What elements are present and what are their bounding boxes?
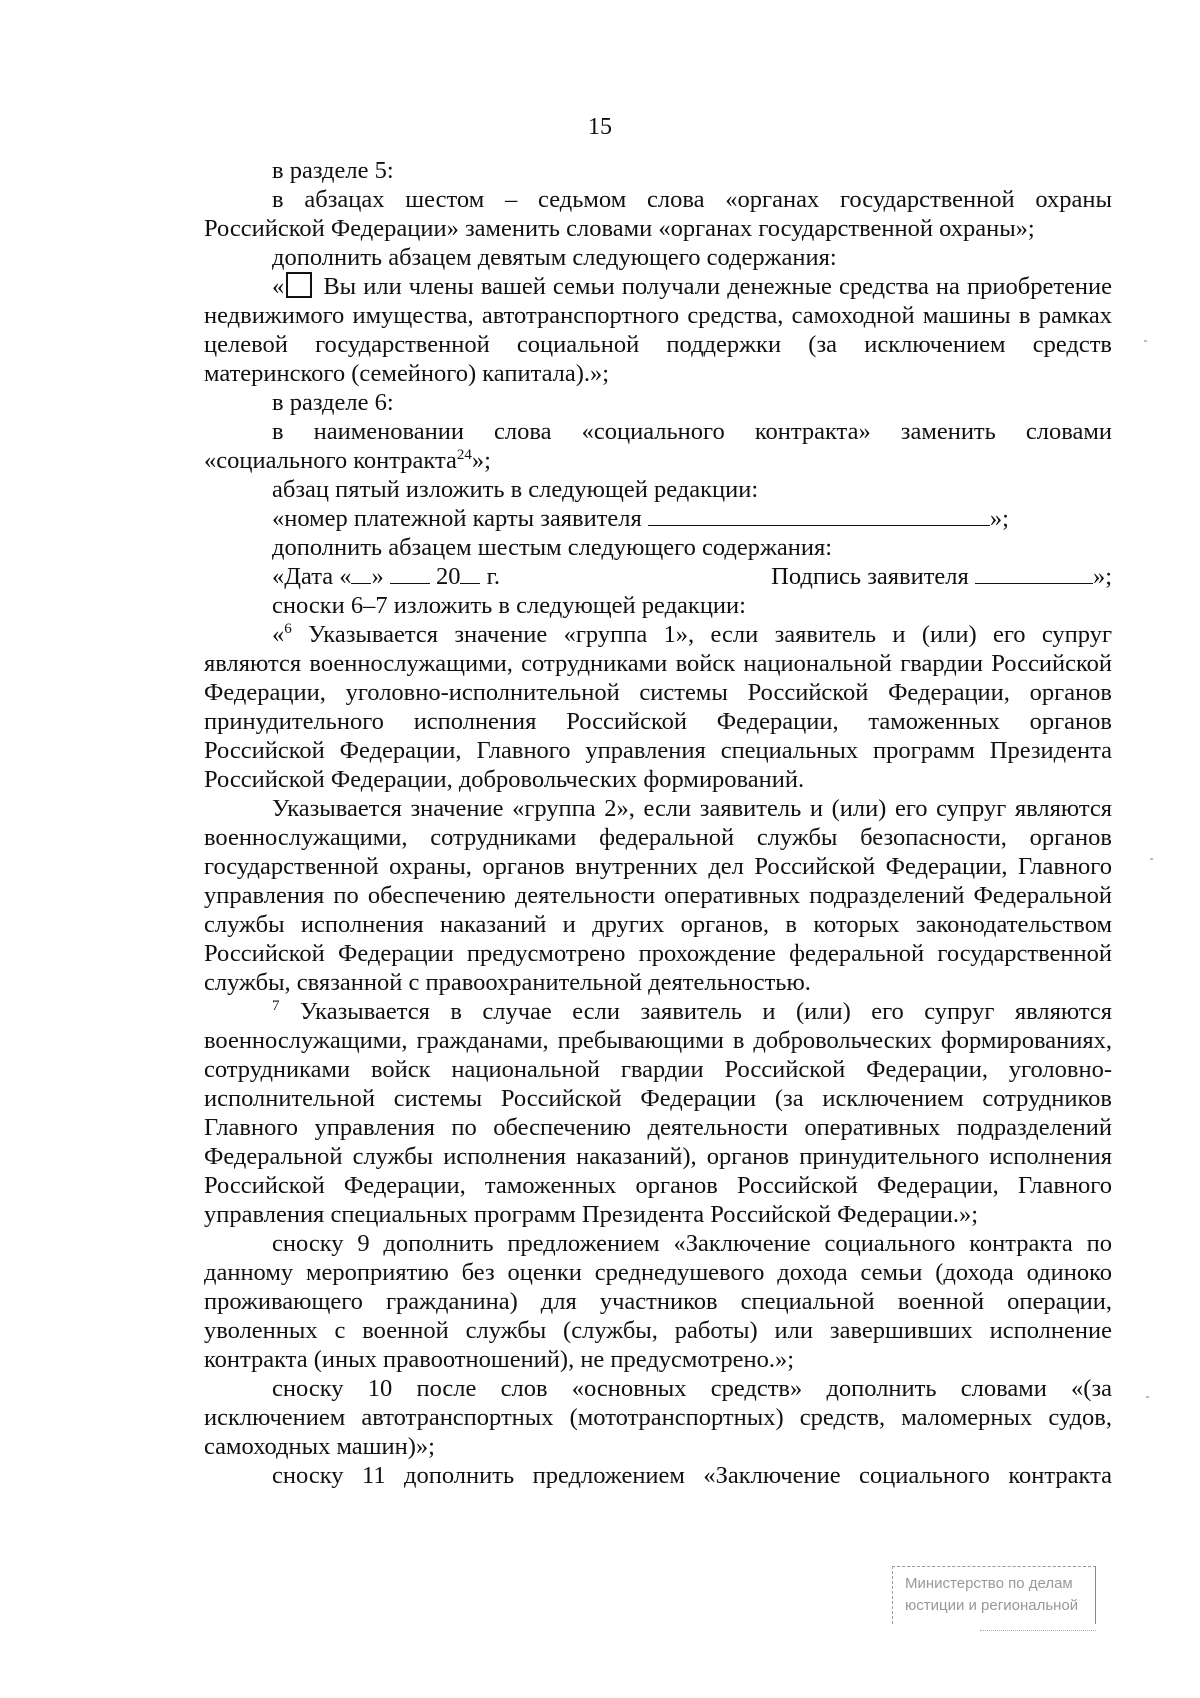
paragraph-end: »; bbox=[1092, 563, 1112, 590]
paragraph: дополнить абзацем шестым следующего содержания: bbox=[272, 534, 833, 561]
footnote-ref: 24 bbox=[456, 446, 472, 463]
scan-speck bbox=[1150, 858, 1153, 860]
checkbox[interactable] bbox=[286, 272, 312, 298]
year-suffix: г. bbox=[486, 563, 501, 590]
quote-open: « bbox=[272, 273, 285, 300]
month-blank bbox=[390, 563, 430, 584]
paragraph-end: »; bbox=[471, 447, 491, 474]
footnote-paragraph bbox=[204, 997, 1112, 1229]
date-quote: » bbox=[371, 563, 384, 590]
paragraph bbox=[204, 417, 1112, 475]
stamp-dotted-line bbox=[980, 1630, 1096, 1631]
paragraph: сноску 9 дополнить предложением «Заключение социального контракта по данному мероприятию без оценки среднедушевого дохода семьи (дохода одиноко проживающего гражданина) для участников специальной военной операции, уволенных с военной службы (службы, работы) или завершивших исполнение контракта (иных правоотношений), не предусмотрено.»; bbox=[204, 1230, 1112, 1373]
signature-field bbox=[771, 562, 1112, 591]
paragraph: сноску 11 дополнить предложением «Заключение социального контракта bbox=[272, 1462, 1112, 1489]
paragraph-text: в наименовании слова «социального контракта» заменить словами «социального контракта bbox=[204, 418, 1112, 474]
paragraph-text: Указывается в случае если заявитель и (или) его супруг являются военнослужащими, гражданами, пребывающими в добровольческих формированиях, сотрудниками войск национальной гвардии Российской Федерации, уголовно-исполнительной системы Российской Федерации (за исключением сотрудников Главного управления по обеспечению деятельности оперативных подразделений Федеральной службы исполнения наказаний), органов принудительного исполнения Российской Федерации, таможенных органов Российской Федерации, Главного управления специальных программ Президента Российской Федерации.»; bbox=[204, 998, 1113, 1228]
date-signature-line bbox=[204, 562, 1112, 591]
scan-speck bbox=[1144, 340, 1147, 342]
paragraph-end: »; bbox=[989, 505, 1009, 532]
field-label: «номер платежной карты заявителя bbox=[272, 505, 642, 532]
card-number-blank bbox=[648, 505, 990, 526]
paragraph bbox=[204, 272, 1112, 388]
paragraph-text: Указывается значение «группа 1», если заявитель и (или) его супруг являются военнослужащими, сотрудниками войск национальной гвардии Российской Федерации, уголовно-исполнительной системы Российской Федерации, органов принудительного исполнения Российской Федерации, таможенных органов Российской Федерации, Главного управления специальных программ Президента Российской Федерации, добровольческих формирований. bbox=[204, 621, 1112, 793]
year-prefix: 20 bbox=[435, 563, 461, 590]
registration-stamp bbox=[892, 1566, 1096, 1624]
footnote-marker: 6 bbox=[284, 620, 292, 637]
page-number: 15 bbox=[588, 114, 612, 140]
paragraph: сноску 10 после слов «основных средств» дополнить словами «(за исключением автотранспортных (мототранспортных) средств, маломерных судов, самоходных машин)»; bbox=[204, 1375, 1112, 1460]
paragraph: сноски 6–7 изложить в следующей редакции: bbox=[272, 592, 746, 619]
paragraph: в разделе 6: bbox=[272, 389, 394, 416]
paragraph bbox=[204, 504, 1112, 533]
signature-blank bbox=[975, 563, 1093, 584]
footnote-paragraph bbox=[204, 620, 1112, 794]
paragraph: Указывается значение «группа 2», если заявитель и (или) его супруг являются военнослужащими, сотрудниками федеральной службы безопасности, органов государственной охраны, органов внутренних дел Российской Федерации, Главного управления по обеспечению деятельности оперативных подразделений Федеральной службы исполнения наказаний и других органов, в которых законодательством Российской Федерации предусмотрено прохождение федеральной государственной службы, связанной с правоохранительной деятельностью. bbox=[204, 795, 1112, 996]
paragraph: в разделе 5: bbox=[272, 157, 394, 184]
footnote-marker: 7 bbox=[272, 997, 280, 1014]
day-blank bbox=[351, 563, 371, 584]
stamp-line: Министерство по делам bbox=[905, 1575, 1073, 1592]
paragraph: абзац пятый изложить в следующей редакции: bbox=[272, 476, 759, 503]
paragraph: в абзацах шестом – седьмом слова «органах государственной охраны Российской Федерации» заменить словами «органах государственной охраны»; bbox=[204, 186, 1112, 242]
paragraph: дополнить абзацем девятым следующего содержания: bbox=[272, 244, 837, 271]
year-blank bbox=[460, 563, 480, 584]
date-label: «Дата « bbox=[272, 563, 352, 590]
signature-label: Подпись заявителя bbox=[771, 563, 969, 590]
scan-speck bbox=[1146, 1396, 1149, 1398]
paragraph-text: Вы или члены вашей семьи получали денежные средства на приобретение недвижимого имущества, автотранспортного средства, самоходной машины в рамках целевой государственной социальной поддержки (за исключением средств материнского (семейного) капитала).»; bbox=[204, 273, 1112, 387]
quote-open: « bbox=[272, 621, 285, 648]
document-body bbox=[204, 156, 1112, 1490]
date-field bbox=[272, 562, 500, 591]
stamp-line: юстиции и региональной bbox=[905, 1597, 1079, 1614]
